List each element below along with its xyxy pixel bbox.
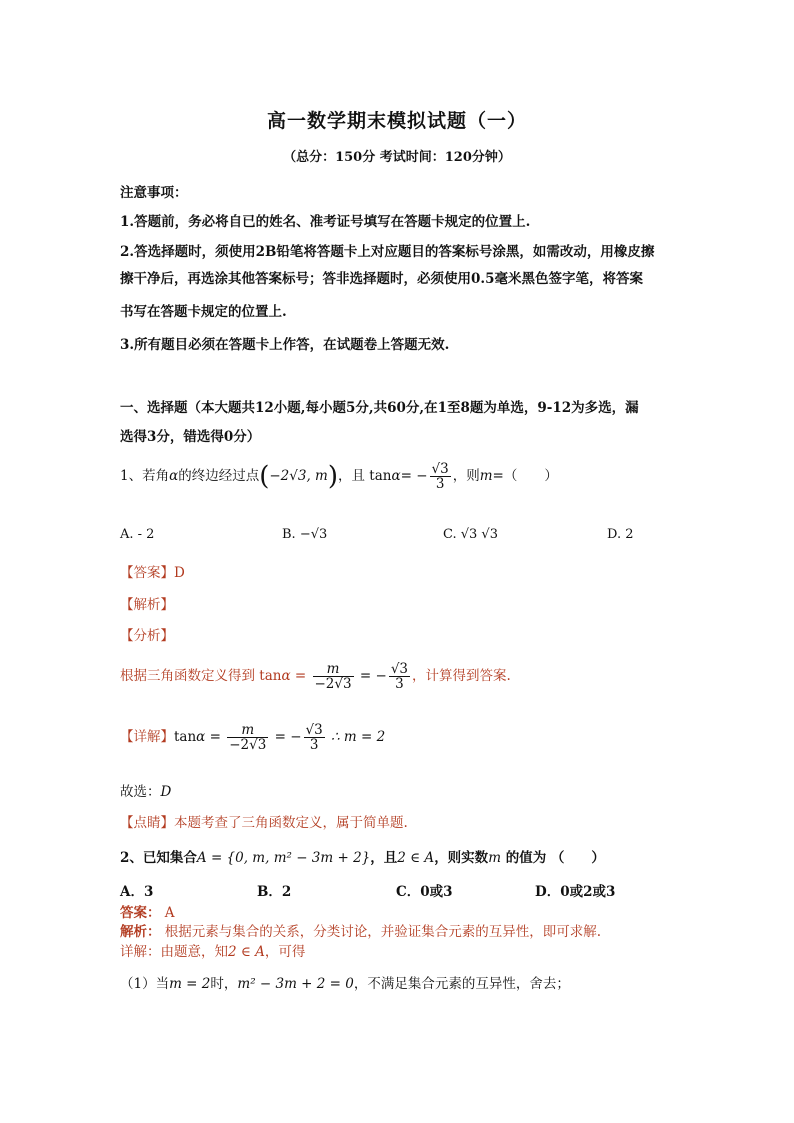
q2-option-a: A．3 (120, 884, 154, 900)
page-subtitle: （总分：150分 考试时间：120分钟） (283, 150, 511, 165)
question-1-stem: 1、若角α的终边经过点(−2√3, m)，且 tanα= − $\frac{√3}{3}$ ，则m=（ ） (120, 461, 558, 493)
notice-item-2-end: 书写在答题卡规定的位置上. (120, 304, 287, 320)
q1-fenxi-text: 根据三角函数定义得到 tanα = $\frac{m}{-2√3}$ = − $\frac{√3}{3}$ ，计算得到答案. (120, 661, 511, 693)
page-title: 高一数学期末模拟试题（一） (266, 110, 527, 132)
q1-choose: 故选：D (120, 784, 172, 800)
section-heading: 一、选择题（本大题共12小题,每小题5分,共60分,在1至8题为单选，9-12为多选，漏 (120, 400, 639, 416)
q2-option-d: D．0或2或3 (535, 884, 616, 900)
section-heading-cont: 选得3分，错选得0分） (120, 429, 261, 445)
notice-item-2-cont: 擦干净后，再选涂其他答案标号；答非选择题时，必须使用0.5毫米黑色签字笔，将答案 (120, 271, 643, 287)
notice-item-2: 2.答选择题时，须使用2B铅笔将答题卡上对应题目的答案标号涂黑，如需改动，用橡皮擦 (120, 244, 655, 260)
q1-option-d: D. 2 (607, 527, 634, 542)
question-2-stem: 2、已知集合A = {0, m, m² − 3m + 2}，且2 ∈ A，则实数m 的值为 （ ） (120, 850, 605, 866)
notice-item-1: 1.答题前，务必将自已的姓名、准考证号填写在答题卡规定的位置上. (120, 214, 531, 230)
q1-detail: 【详解】tanα = $\frac{m}{-2√3}$ = − $\frac{√3}{3}$ ∴ m = 2 (120, 722, 386, 754)
q1-option-a: A. - 2 (120, 527, 155, 542)
q1-comment: 【点睛】本题考查了三角函数定义，属于简单题. (120, 815, 408, 831)
q2-xiangjie: 详解：由题意，知2 ∈ A，可得 (120, 944, 306, 960)
q2-option-b: B．2 (257, 884, 292, 900)
q2-jiexi: 解析： 根据元素与集合的关系，分类讨论，并验证集合元素的互异性，即可求解. (120, 924, 602, 940)
notice-heading: 注意事项： (120, 185, 188, 201)
q1-fenxi: 【分析】 (120, 628, 174, 644)
q2-case-1: （1）当m = 2时，m² − 3m + 2 = 0，不满足集合元素的互异性，舍去； (120, 976, 570, 992)
q1-option-b: B. −√3 (282, 527, 328, 542)
q2-answer: 答案： A (120, 905, 175, 921)
q1-option-c: C. √3 √3 (443, 527, 498, 542)
q2-option-c: C．0或3 (396, 884, 453, 900)
q1-jiexi: 【解析】 (120, 597, 174, 613)
notice-item-3: 3.所有题目必须在答题卡上作答，在试题卷上答题无效. (120, 337, 450, 353)
q1-answer: 【答案】D (120, 565, 185, 581)
